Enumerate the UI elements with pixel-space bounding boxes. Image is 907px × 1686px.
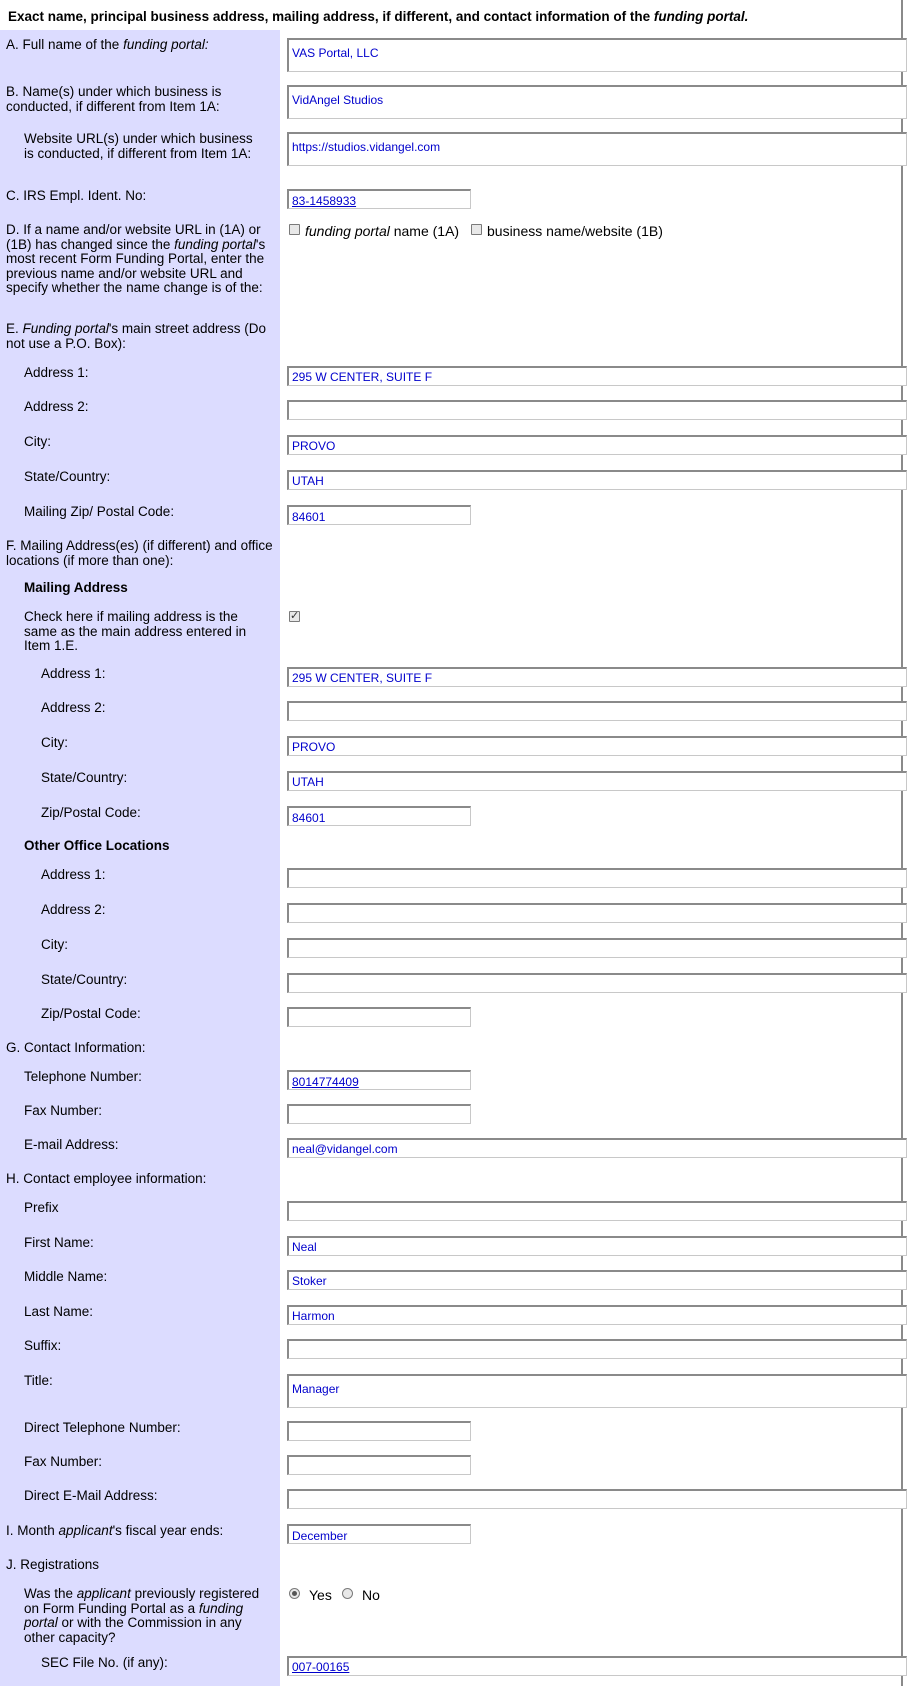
same-address-label: Check here if mailing address is the same as the main address entered in Item 1.E. xyxy=(24,609,247,653)
main-address-label: E. Funding portal's main street address (Do not use a P.O. Box): xyxy=(6,321,266,351)
last-name-field[interactable]: Harmon xyxy=(287,1305,907,1325)
full-name-label: A. Full name of the funding portal: xyxy=(6,37,209,52)
prefix-field[interactable] xyxy=(287,1201,907,1221)
email-label: E-mail Address: xyxy=(24,1137,119,1152)
o-zip-field[interactable] xyxy=(287,1007,471,1027)
irs-label: C. IRS Empl. Ident. No: xyxy=(6,188,147,203)
f-zip-field[interactable]: 84601 xyxy=(287,806,471,826)
o-address1-field[interactable] xyxy=(287,868,907,888)
suffix-label: Suffix: xyxy=(24,1338,62,1353)
o-address2-field[interactable] xyxy=(287,903,907,923)
fax-label: Fax Number: xyxy=(24,1103,103,1118)
o-state-field[interactable] xyxy=(287,973,907,993)
e-address2-label: Address 2: xyxy=(24,399,89,414)
prev-registered-no-radio[interactable] xyxy=(342,1588,353,1599)
middle-name-label: Middle Name: xyxy=(24,1269,108,1284)
prev-registered-yes-label: Yes xyxy=(309,1587,332,1603)
f-address2-label: Address 2: xyxy=(41,700,106,715)
telephone-label: Telephone Number: xyxy=(24,1069,142,1084)
middle-name-field[interactable]: Stoker xyxy=(287,1270,907,1290)
h-fax-field[interactable] xyxy=(287,1455,471,1475)
direct-email-label: Direct E-Mail Address: xyxy=(24,1488,158,1503)
section-header: Exact name, principal business address, mailing address, if different, and contact information of the funding portal. xyxy=(8,9,749,24)
direct-tel-field[interactable] xyxy=(287,1421,471,1441)
employee-info-label: H. Contact employee information: xyxy=(6,1171,207,1186)
telephone-field[interactable]: 8014774409 xyxy=(287,1070,471,1090)
direct-tel-label: Direct Telephone Number: xyxy=(24,1420,181,1435)
suffix-field[interactable] xyxy=(287,1339,907,1359)
name-change-1b-label: business name/website (1B) xyxy=(487,223,663,239)
mailing-address-title: Mailing Address xyxy=(24,580,128,595)
name-change-1a-label: funding portal name (1A) xyxy=(305,223,460,239)
o-address1-label: Address 1: xyxy=(41,867,106,882)
irs-field[interactable]: 83-1458933 xyxy=(287,189,471,209)
h-fax-label: Fax Number: xyxy=(24,1454,103,1469)
same-address-checkbox[interactable] xyxy=(289,611,300,622)
mailing-label: F. Mailing Address(es) (if different) and office locations (if more than one): xyxy=(6,538,273,568)
e-zip-label: Mailing Zip/ Postal Code: xyxy=(24,504,175,519)
fiscal-year-label: I. Month applicant's fiscal year ends: xyxy=(6,1523,224,1538)
e-address1-field[interactable]: 295 W CENTER, SUITE F xyxy=(287,366,907,386)
prev-registered-no-label: No xyxy=(362,1587,380,1603)
website-label: Website URL(s) under which business is conducted, if different from Item 1A: xyxy=(24,131,253,161)
fiscal-year-field[interactable]: December xyxy=(287,1524,471,1544)
o-state-label: State/Country: xyxy=(41,972,128,987)
e-state-field[interactable]: UTAH xyxy=(287,470,907,490)
full-name-field[interactable]: VAS Portal, LLC xyxy=(287,38,907,72)
name-change-1a-checkbox[interactable] xyxy=(289,224,300,235)
o-city-field[interactable] xyxy=(287,938,907,958)
f-city-field[interactable]: PROVO xyxy=(287,736,907,756)
e-zip-field[interactable]: 84601 xyxy=(287,505,471,525)
f-zip-label: Zip/Postal Code: xyxy=(41,805,141,820)
sec-file-label: SEC File No. (if any): xyxy=(41,1655,168,1670)
first-name-label: First Name: xyxy=(24,1235,94,1250)
email-field[interactable]: neal@vidangel.com xyxy=(287,1138,907,1158)
contact-info-label: G. Contact Information: xyxy=(6,1040,146,1055)
business-name-label: B. Name(s) under which business is conducted, if different from Item 1A: xyxy=(6,84,222,114)
o-address2-label: Address 2: xyxy=(41,902,106,917)
prev-registered-yes-radio[interactable] xyxy=(289,1588,300,1599)
e-city-label: City: xyxy=(24,434,51,449)
sec-file-field[interactable]: 007-00165 xyxy=(287,1656,907,1676)
e-state-label: State/Country: xyxy=(24,469,111,484)
title-field[interactable]: Manager xyxy=(287,1374,907,1408)
other-office-title: Other Office Locations xyxy=(24,838,170,853)
fax-field[interactable] xyxy=(287,1104,471,1124)
e-address1-label: Address 1: xyxy=(24,365,89,380)
title-label: Title: xyxy=(24,1373,53,1388)
f-city-label: City: xyxy=(41,735,68,750)
first-name-field[interactable]: Neal xyxy=(287,1236,907,1256)
prefix-label: Prefix xyxy=(24,1200,59,1215)
o-zip-label: Zip/Postal Code: xyxy=(41,1006,141,1021)
f-address1-label: Address 1: xyxy=(41,666,106,681)
f-address2-field[interactable] xyxy=(287,701,907,721)
prev-registered-label: Was the applicant previously registered on Form Funding Portal as a funding portal or with the Commission in any other capacity? xyxy=(24,1586,260,1645)
e-address2-field[interactable] xyxy=(287,400,907,420)
name-change-label: D. If a name and/or website URL in (1A) or (1B) has changed since the funding portal's most recent Form Funding Portal, enter the previous name and/or website URL and specify whether the name change is of the: xyxy=(6,222,266,295)
registrations-label: J. Registrations xyxy=(6,1557,100,1572)
last-name-label: Last Name: xyxy=(24,1304,94,1319)
o-city-label: City: xyxy=(41,937,68,952)
direct-email-field[interactable] xyxy=(287,1489,907,1509)
f-state-field[interactable]: UTAH xyxy=(287,771,907,791)
f-state-label: State/Country: xyxy=(41,770,128,785)
website-field[interactable]: https://studios.vidangel.com xyxy=(287,132,907,166)
f-address1-field[interactable]: 295 W CENTER, SUITE F xyxy=(287,667,907,687)
business-name-field[interactable]: VidAngel Studios xyxy=(287,85,907,119)
e-city-field[interactable]: PROVO xyxy=(287,435,907,455)
name-change-1b-checkbox[interactable] xyxy=(471,224,482,235)
